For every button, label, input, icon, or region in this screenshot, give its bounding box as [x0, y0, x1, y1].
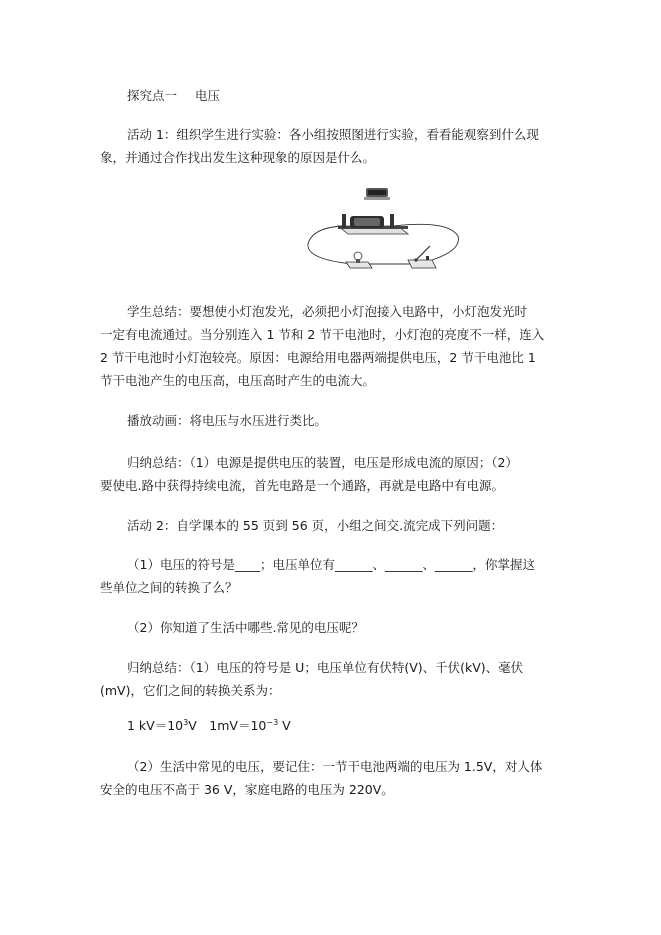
student-summary-line3: 2 节干电池时小灯泡较亮。原因：电源给用电器两端提供电压，2 节干电池比 1 — [100, 350, 536, 365]
heading-topic: 电压 — [195, 88, 221, 103]
switch-icon — [408, 246, 436, 268]
student-summary-line2: 一定有电流通过。当分别连入 1 节和 2 节干电池时，小灯泡的亮度不一样，连入 — [100, 327, 545, 342]
light-bulb-icon — [346, 252, 372, 268]
top-battery-icon — [364, 188, 390, 200]
question1-line1: （1）电压的符号是____；电压单位有______、______、______，你掌握这 — [127, 557, 535, 572]
activity1-line2: 象，并通过合作找出发生这种现象的原因是什么。 — [100, 150, 376, 165]
heading-label: 探究点一 — [127, 88, 178, 103]
animation-line: 播放动画：将电压与水压进行类比。 — [127, 413, 328, 428]
battery-holder-icon — [338, 214, 408, 234]
summary3-line2: 安全的电压不高于 36 V，家庭电路的电压为 220V。 — [100, 782, 394, 797]
circuit-experiment-figure — [298, 184, 466, 276]
summary2-line1: 归纳总结：（1）电压的符号是 U；电压单位有伏特(V)、千伏(kV)、毫伏 — [127, 660, 524, 675]
summary3-line1: （2）生活中常见的电压，要记住：一节干电池两端的电压为 1.5V，对人体 — [127, 759, 543, 774]
unit-conversion-formula: 1 $kV=10^3V$ $1mV=10^{-3}$ V — [127, 718, 291, 733]
question1-line2: 些单位之间的转换了么？ — [100, 580, 238, 595]
wire-right — [394, 224, 458, 260]
question2-line: （2）你知道了生活中哪些.常见的电压呢？ — [127, 620, 364, 635]
student-summary-line1: 学生总结：要想使小灯泡发光，必须把小灯泡接入电路中，小灯泡发光时 — [127, 304, 528, 319]
activity2-line: 活动 2：自学课本的 55 页到 56 页，小组之间交.流完成下列问题： — [127, 518, 504, 533]
activity1-line1: 活动 1：组织学生进行实验：各小组按照图进行实验，看看能观察到什么现 — [127, 127, 539, 142]
summary2-line2: (mV)，它们之间的转换关系为： — [100, 683, 281, 698]
summary1-line1: 归纳总结：（1）电源是提供电压的装置，电压是形成电流的原因；（2） — [127, 455, 518, 470]
summary1-line2: 要使电.路中获得持续电流，首先电路是一个通路，再就是电路中有电源。 — [100, 478, 504, 493]
student-summary-line4: 节干电池产生的电压高，电压高时产生的电流大。 — [100, 373, 376, 388]
section-heading — [127, 88, 220, 104]
